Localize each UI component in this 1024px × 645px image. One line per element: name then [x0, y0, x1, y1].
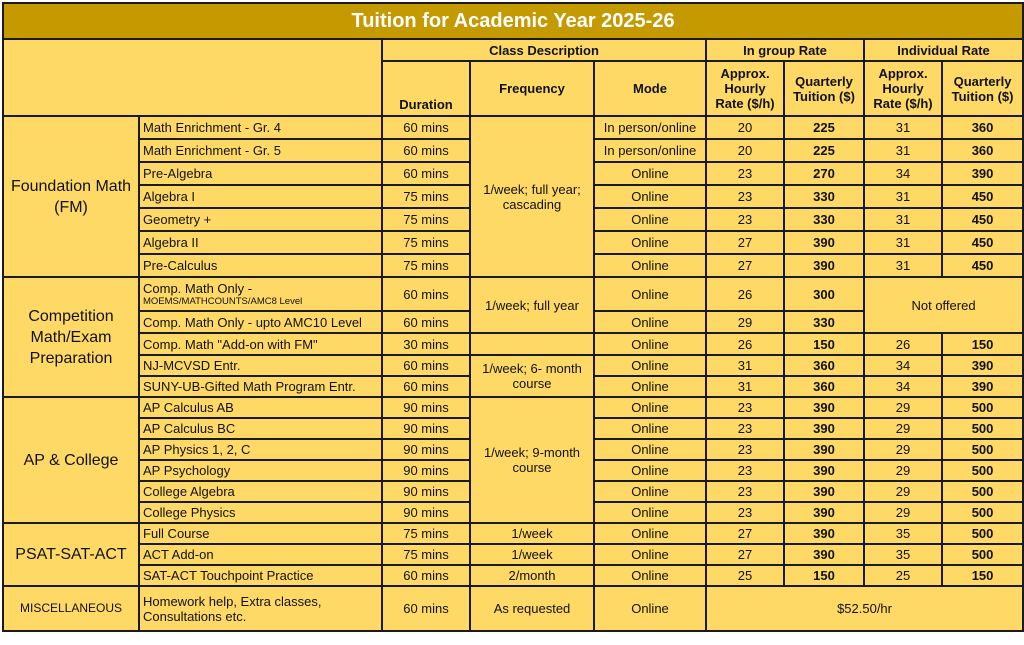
- mode-cell: Online: [594, 523, 706, 544]
- individual-hourly-rate: 31: [864, 231, 942, 254]
- group-hourly-rate: 25: [706, 565, 784, 586]
- course-name: Geometry +: [139, 208, 382, 231]
- table-row: [3, 397, 1023, 418]
- header-in-group-rate: In group Rate: [706, 39, 864, 61]
- course-name: Algebra I: [139, 185, 382, 208]
- group-quarterly-tuition: 330: [784, 311, 864, 333]
- header-duration: Duration: [382, 61, 470, 116]
- header-mode: Mode: [594, 61, 706, 116]
- mode-cell: Online: [594, 254, 706, 277]
- individual-quarterly-tuition: 390: [942, 355, 1023, 376]
- individual-hourly-rate: 35: [864, 523, 942, 544]
- mode-cell: Online: [594, 565, 706, 586]
- individual-hourly-rate: 35: [864, 544, 942, 565]
- frequency-cell: 1/week; full year; cascading: [470, 116, 594, 277]
- individual-hourly-rate: 31: [864, 185, 942, 208]
- duration-cell: 75 mins: [382, 254, 470, 277]
- duration-cell: 60 mins: [382, 311, 470, 333]
- individual-hourly-rate: 31: [864, 254, 942, 277]
- table-row: [3, 586, 1023, 631]
- header-individual-rate: Individual Rate: [864, 39, 1023, 61]
- individual-quarterly-tuition: 450: [942, 231, 1023, 254]
- group-quarterly-tuition: 390: [784, 231, 864, 254]
- individual-hourly-rate: 29: [864, 418, 942, 439]
- group-quarterly-tuition: 390: [784, 481, 864, 502]
- not-offered-cell: Not offered: [864, 277, 1023, 333]
- group-quarterly-tuition: 390: [784, 397, 864, 418]
- mode-cell: Online: [594, 481, 706, 502]
- duration-cell: 60 mins: [382, 116, 470, 139]
- group-hourly-rate: 23: [706, 502, 784, 523]
- group-quarterly-tuition: 360: [784, 376, 864, 397]
- individual-hourly-rate: 29: [864, 481, 942, 502]
- course-name: [139, 277, 382, 311]
- category-ap-college: AP & College: [3, 397, 139, 523]
- header-frequency: Frequency: [470, 61, 594, 116]
- group-quarterly-tuition: 390: [784, 254, 864, 277]
- mode-cell: In person/online: [594, 139, 706, 162]
- individual-quarterly-tuition: 360: [942, 139, 1023, 162]
- duration-cell: 60 mins: [382, 277, 470, 311]
- group-quarterly-tuition: 225: [784, 139, 864, 162]
- mode-cell: Online: [594, 439, 706, 460]
- individual-hourly-rate: 29: [864, 502, 942, 523]
- duration-cell: 60 mins: [382, 355, 470, 376]
- individual-hourly-rate: 34: [864, 355, 942, 376]
- header-blank: [3, 39, 382, 116]
- group-hourly-rate: 23: [706, 481, 784, 502]
- group-quarterly-tuition: 330: [784, 185, 864, 208]
- mode-cell: Online: [594, 333, 706, 355]
- course-name: AP Calculus AB: [139, 397, 382, 418]
- group-quarterly-tuition: 390: [784, 523, 864, 544]
- header-individual-quarterly-tuition: Quarterly Tuition ($): [942, 61, 1023, 116]
- course-name: AP Calculus BC: [139, 418, 382, 439]
- group-hourly-rate: 27: [706, 523, 784, 544]
- course-name: SUNY-UB-Gifted Math Program Entr.: [139, 376, 382, 397]
- category-competition-math: Competition Math/Exam Preparation: [3, 277, 139, 397]
- duration-cell: 30 mins: [382, 333, 470, 355]
- individual-hourly-rate: 31: [864, 208, 942, 231]
- mode-cell: In person/online: [594, 116, 706, 139]
- course-name: Pre-Calculus: [139, 254, 382, 277]
- mode-cell: Online: [594, 418, 706, 439]
- table-row: [3, 355, 1023, 376]
- category-miscellaneous: MISCELLANEOUS: [3, 586, 139, 631]
- course-name: Math Enrichment - Gr. 4: [139, 116, 382, 139]
- group-hourly-rate: 26: [706, 277, 784, 311]
- individual-quarterly-tuition: 450: [942, 208, 1023, 231]
- course-name: Algebra II: [139, 231, 382, 254]
- individual-hourly-rate: 29: [864, 460, 942, 481]
- duration-cell: 90 mins: [382, 481, 470, 502]
- group-hourly-rate: 27: [706, 544, 784, 565]
- individual-hourly-rate: 34: [864, 162, 942, 185]
- course-name: SAT-ACT Touchpoint Practice: [139, 565, 382, 586]
- duration-cell: 90 mins: [382, 418, 470, 439]
- group-quarterly-tuition: 150: [784, 565, 864, 586]
- frequency-cell: 2/month: [470, 565, 594, 586]
- individual-quarterly-tuition: 500: [942, 481, 1023, 502]
- table-row: [3, 116, 1023, 139]
- individual-quarterly-tuition: 390: [942, 376, 1023, 397]
- tuition-table: [2, 2, 1024, 632]
- duration-cell: 90 mins: [382, 502, 470, 523]
- mode-cell: Online: [594, 355, 706, 376]
- duration-cell: 75 mins: [382, 185, 470, 208]
- header-class-description: Class Description: [382, 39, 706, 61]
- group-quarterly-tuition: 300: [784, 277, 864, 311]
- mode-cell: Online: [594, 502, 706, 523]
- group-quarterly-tuition: 360: [784, 355, 864, 376]
- individual-quarterly-tuition: 450: [942, 254, 1023, 277]
- mode-cell: Online: [594, 208, 706, 231]
- mode-cell: Online: [594, 376, 706, 397]
- duration-cell: 75 mins: [382, 523, 470, 544]
- group-hourly-rate: 29: [706, 311, 784, 333]
- category-foundation-math: Foundation Math (FM): [3, 116, 139, 277]
- group-quarterly-tuition: 390: [784, 544, 864, 565]
- frequency-cell: 1/week; full year: [470, 277, 594, 333]
- course-name: NJ-MCVSD Entr.: [139, 355, 382, 376]
- individual-hourly-rate: 29: [864, 439, 942, 460]
- duration-cell: 75 mins: [382, 544, 470, 565]
- mode-cell: Online: [594, 185, 706, 208]
- duration-cell: 60 mins: [382, 162, 470, 185]
- misc-rate-cell: $52.50/hr: [706, 586, 1023, 631]
- individual-quarterly-tuition: 500: [942, 397, 1023, 418]
- mode-cell: Online: [594, 277, 706, 311]
- individual-quarterly-tuition: 500: [942, 502, 1023, 523]
- duration-cell: 60 mins: [382, 586, 470, 631]
- group-hourly-rate: 27: [706, 231, 784, 254]
- course-name: College Physics: [139, 502, 382, 523]
- group-quarterly-tuition: 150: [784, 333, 864, 355]
- individual-hourly-rate: 29: [864, 397, 942, 418]
- duration-cell: 60 mins: [382, 376, 470, 397]
- group-hourly-rate: 23: [706, 418, 784, 439]
- group-hourly-rate: 23: [706, 460, 784, 481]
- individual-quarterly-tuition: 150: [942, 565, 1023, 586]
- course-name: AP Psychology: [139, 460, 382, 481]
- duration-cell: 75 mins: [382, 208, 470, 231]
- duration-cell: 60 mins: [382, 139, 470, 162]
- frequency-cell: 1/week; 6- month course: [470, 355, 594, 397]
- individual-hourly-rate: 25: [864, 565, 942, 586]
- course-name: Pre-Algebra: [139, 162, 382, 185]
- group-quarterly-tuition: 270: [784, 162, 864, 185]
- course-name: Comp. Math "Add-on with FM": [139, 333, 382, 355]
- course-name: Math Enrichment - Gr. 5: [139, 139, 382, 162]
- frequency-cell: 1/week: [470, 523, 594, 544]
- course-name: ACT Add-on: [139, 544, 382, 565]
- group-hourly-rate: 20: [706, 139, 784, 162]
- course-name: Homework help, Extra classes, Consultations etc.: [139, 586, 382, 631]
- group-hourly-rate: 20: [706, 116, 784, 139]
- frequency-cell: 1/week: [470, 544, 594, 565]
- course-name: College Algebra: [139, 481, 382, 502]
- individual-hourly-rate: 31: [864, 139, 942, 162]
- group-quarterly-tuition: 330: [784, 208, 864, 231]
- table-row: [3, 544, 1023, 565]
- group-hourly-rate: 26: [706, 333, 784, 355]
- individual-quarterly-tuition: 500: [942, 460, 1023, 481]
- mode-cell: Online: [594, 544, 706, 565]
- duration-cell: 90 mins: [382, 397, 470, 418]
- individual-quarterly-tuition: 500: [942, 418, 1023, 439]
- group-hourly-rate: 31: [706, 355, 784, 376]
- header-individual-hourly-rate: Approx. Hourly Rate ($/h): [864, 61, 942, 116]
- individual-quarterly-tuition: 360: [942, 116, 1023, 139]
- frequency-cell: As requested: [470, 586, 594, 631]
- course-name: Comp. Math Only - upto AMC10 Level: [139, 311, 382, 333]
- duration-cell: 90 mins: [382, 460, 470, 481]
- course-name: AP Physics 1, 2, C: [139, 439, 382, 460]
- mode-cell: Online: [594, 460, 706, 481]
- group-hourly-rate: 27: [706, 254, 784, 277]
- group-hourly-rate: 23: [706, 397, 784, 418]
- group-quarterly-tuition: 225: [784, 116, 864, 139]
- group-hourly-rate: 31: [706, 376, 784, 397]
- frequency-cell: 1/week; 9-month course: [470, 397, 594, 523]
- group-hourly-rate: 23: [706, 185, 784, 208]
- table-title: Tuition for Academic Year 2025-26: [3, 3, 1023, 39]
- course-name-main: Comp. Math Only -: [143, 281, 253, 296]
- group-quarterly-tuition: 390: [784, 460, 864, 481]
- course-name-sub: MOEMS/MATHCOUNTS/AMC8 Level: [143, 296, 303, 307]
- table-row: [3, 333, 1023, 355]
- mode-cell: Online: [594, 231, 706, 254]
- duration-cell: 60 mins: [382, 565, 470, 586]
- individual-quarterly-tuition: 390: [942, 162, 1023, 185]
- individual-quarterly-tuition: 450: [942, 185, 1023, 208]
- individual-quarterly-tuition: 150: [942, 333, 1023, 355]
- mode-cell: Online: [594, 586, 706, 631]
- mode-cell: Online: [594, 311, 706, 333]
- individual-quarterly-tuition: 500: [942, 523, 1023, 544]
- table-row: [3, 277, 1023, 311]
- table-row: [3, 523, 1023, 544]
- group-quarterly-tuition: 390: [784, 502, 864, 523]
- header-group-quarterly-tuition: Quarterly Tuition ($): [784, 61, 864, 116]
- group-quarterly-tuition: 390: [784, 418, 864, 439]
- frequency-cell: [470, 333, 594, 355]
- table-row: [3, 565, 1023, 586]
- mode-cell: Online: [594, 162, 706, 185]
- duration-cell: 75 mins: [382, 231, 470, 254]
- header-group-hourly-rate: Approx. Hourly Rate ($/h): [706, 61, 784, 116]
- individual-hourly-rate: 34: [864, 376, 942, 397]
- group-hourly-rate: 23: [706, 162, 784, 185]
- individual-quarterly-tuition: 500: [942, 439, 1023, 460]
- individual-hourly-rate: 26: [864, 333, 942, 355]
- group-hourly-rate: 23: [706, 208, 784, 231]
- duration-cell: 90 mins: [382, 439, 470, 460]
- mode-cell: Online: [594, 397, 706, 418]
- group-quarterly-tuition: 390: [784, 439, 864, 460]
- group-hourly-rate: 23: [706, 439, 784, 460]
- individual-hourly-rate: 31: [864, 116, 942, 139]
- course-name: Full Course: [139, 523, 382, 544]
- individual-quarterly-tuition: 500: [942, 544, 1023, 565]
- category-psat-sat-act: PSAT-SAT-ACT: [3, 523, 139, 586]
